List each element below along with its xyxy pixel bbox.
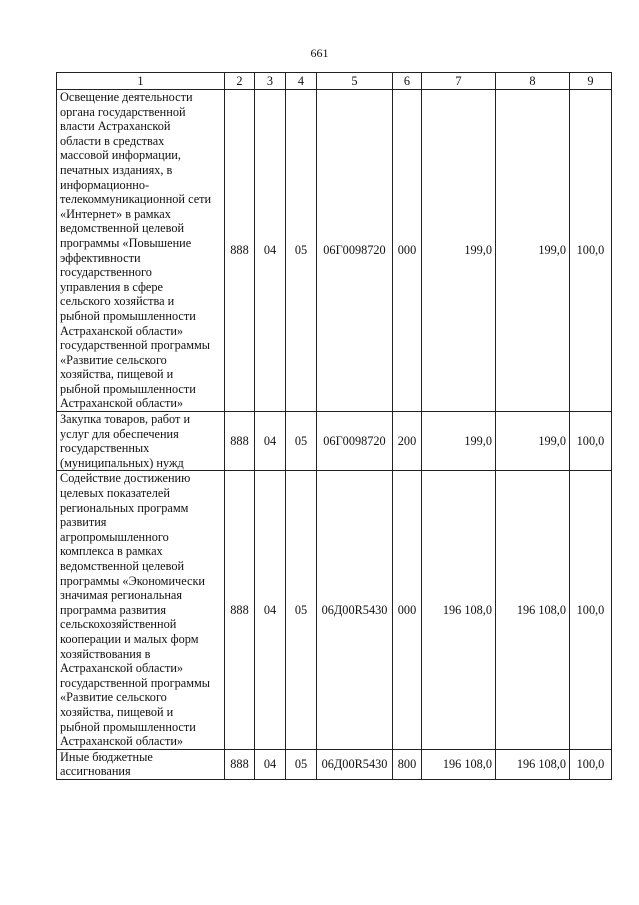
column-header: 6 bbox=[393, 73, 422, 90]
table-row bbox=[57, 749, 612, 779]
cell-col7: 199,0 bbox=[422, 412, 496, 471]
cell-col8: 196 108,0 bbox=[496, 749, 570, 779]
column-header: 2 bbox=[225, 73, 255, 90]
cell-col5: 06Г0098720 bbox=[317, 412, 393, 471]
cell-col5: 06Г0098720 bbox=[317, 90, 393, 412]
cell-col8: 199,0 bbox=[496, 90, 570, 412]
cell-col5: 06Д00R5430 bbox=[317, 471, 393, 749]
row-description: Иные бюджетные ассигнования bbox=[57, 749, 225, 779]
cell-col8: 196 108,0 bbox=[496, 471, 570, 749]
table-row bbox=[57, 412, 612, 471]
cell-col9: 100,0 bbox=[570, 412, 612, 471]
page-number: 661 bbox=[310, 46, 329, 60]
cell-col3: 04 bbox=[255, 90, 286, 412]
row-description: Освещение деятельности органа государственной власти Астраханской области в средствах массовой информации, печатных изданиях, в информационно- телекоммуникационной сети «Интернет» в рамках ведомственной целевой программы «Повышение эффективности государственного управления в сфере сельского хозяйства и рыбной промышленности Астраханской области» государственной программы «Развитие сельского хозяйства, пищевой и рыбной промышленности Астраханской области» bbox=[57, 90, 225, 412]
cell-col6: 800 bbox=[393, 749, 422, 779]
cell-col6: 200 bbox=[393, 412, 422, 471]
column-header: 9 bbox=[570, 73, 612, 90]
column-header: 1 bbox=[57, 73, 225, 90]
column-header: 5 bbox=[317, 73, 393, 90]
cell-col4: 05 bbox=[286, 749, 317, 779]
budget-table bbox=[56, 72, 612, 780]
cell-col4: 05 bbox=[286, 471, 317, 749]
cell-col7: 199,0 bbox=[422, 90, 496, 412]
cell-col6: 000 bbox=[393, 471, 422, 749]
cell-col3: 04 bbox=[255, 412, 286, 471]
cell-col2: 888 bbox=[225, 412, 255, 471]
cell-col4: 05 bbox=[286, 412, 317, 471]
cell-col2: 888 bbox=[225, 471, 255, 749]
column-header: 3 bbox=[255, 73, 286, 90]
cell-col6: 000 bbox=[393, 90, 422, 412]
table-row bbox=[57, 90, 612, 412]
cell-col2: 888 bbox=[225, 749, 255, 779]
column-header: 4 bbox=[286, 73, 317, 90]
cell-col7: 196 108,0 bbox=[422, 749, 496, 779]
header-row bbox=[57, 73, 612, 90]
cell-col9: 100,0 bbox=[570, 471, 612, 749]
cell-col2: 888 bbox=[225, 90, 255, 412]
table-row bbox=[57, 471, 612, 749]
row-description: Закупка товаров, работ и услуг для обеспечения государственных (муниципальных) нужд bbox=[57, 412, 225, 471]
cell-col9: 100,0 bbox=[570, 90, 612, 412]
row-description: Содействие достижению целевых показателей региональных программ развития агропромышленного комплекса в рамках ведомственной целевой программы «Экономически значимая региональная программа развития сельскохозяйственной кооперации и малых форм хозяйствования в Астраханской области» государственной программы «Развитие сельского хозяйства, пищевой и рыбной промышленности Астраханской области» bbox=[57, 471, 225, 749]
cell-col3: 04 bbox=[255, 471, 286, 749]
cell-col7: 196 108,0 bbox=[422, 471, 496, 749]
cell-col3: 04 bbox=[255, 749, 286, 779]
cell-col8: 199,0 bbox=[496, 412, 570, 471]
column-header: 7 bbox=[422, 73, 496, 90]
cell-col9: 100,0 bbox=[570, 749, 612, 779]
cell-col4: 05 bbox=[286, 90, 317, 412]
cell-col5: 06Д00R5430 bbox=[317, 749, 393, 779]
column-header: 8 bbox=[496, 73, 570, 90]
